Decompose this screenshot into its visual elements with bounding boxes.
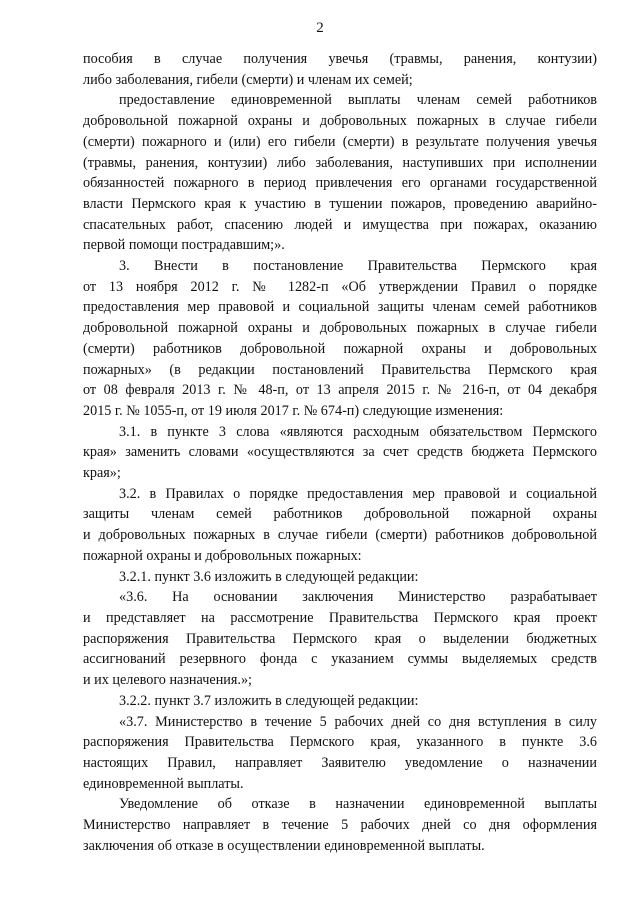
text-line: ассигнований резервного фонда с указанием суммы выделяемых средств <box>83 651 597 668</box>
paragraph-p2 <box>83 90 597 256</box>
text-line: (смерти) пожарного и (или) его гибели (смерти) в результате получения увечья <box>83 133 597 150</box>
text-line: распоряжения Правительства Пермского края о выделении бюджетных <box>83 630 597 647</box>
text-line: власти Пермского края к участию в тушении пожаров, проведению аварийно- <box>83 195 597 212</box>
text-line: (смерти) работников добровольной пожарной охраны и добровольных <box>83 340 597 357</box>
text-line: обязанностей пожарного в период привлечения его органами государственной <box>83 175 597 192</box>
text-line: настоящих Правил, направляет Заявителю уведомление о назначении <box>83 754 597 771</box>
text-line: Министерство направляет в течение 5 рабочих дней со дня оформления <box>83 817 597 834</box>
text-line: 3.2.1. пункт 3.6 изложить в следующей редакции: <box>119 568 419 585</box>
text-line: первой помощи пострадавшим;». <box>83 237 285 254</box>
text-line: от 08 февраля 2013 г. № 48-п, от 13 апреля 2015 г. № 216-п, от 04 декабря <box>83 382 597 399</box>
paragraph-p9 <box>83 712 597 795</box>
paragraph-p4 <box>83 422 597 484</box>
text-line: предоставления мер правовой и социальной защиты членам семей работников <box>83 299 597 316</box>
text-line: 2015 г. № 1055-п, от 19 июля 2017 г. № 674-п) следующие изменения: <box>83 402 504 419</box>
text-line: предоставление единовременной выплаты членам семей работников <box>119 92 597 109</box>
text-line: «3.6. На основании заключения Министерство разрабатывает <box>119 589 597 606</box>
text-line: добровольной пожарной охраны и добровольных пожарных в случае гибели <box>83 320 597 337</box>
text-line: и добровольных пожарных в случае гибели (смерти) работников добровольной <box>83 527 597 544</box>
text-line: «3.7. Министерство в течение 5 рабочих дней со дня вступления в силу <box>119 713 597 730</box>
text-line: спасательных работ, спасению людей и имущества при пожарах, оказанию <box>83 216 597 233</box>
text-line: Уведомление об отказе в назначении единовременной выплаты <box>119 796 597 813</box>
document-body <box>83 49 597 856</box>
text-line: 3. Внести в постановление Правительства Пермского края <box>119 258 597 275</box>
paragraph-p5 <box>83 484 597 567</box>
paragraph-p1 <box>83 49 597 90</box>
text-line: края»; <box>83 465 121 482</box>
text-line: пожарной охраны и добровольных пожарных: <box>83 547 362 564</box>
page-number: 2 <box>316 20 324 36</box>
text-line: края» заменить словами «осуществляются за счет средств бюджета Пермского <box>83 444 597 461</box>
text-line: защиты членам семей работников добровольной пожарной охраны <box>83 506 597 523</box>
text-line: распоряжения Правительства Пермского края, указанного в пункте 3.6 <box>83 734 597 751</box>
text-line: от 13 ноября 2012 г. № 1282-п «Об утверждении Правил о порядке <box>83 278 597 295</box>
text-line: 3.1. в пункте 3 слова «являются расходным обязательством Пермского <box>119 423 597 440</box>
text-line: заключения об отказе в осуществлении единовременной выплаты. <box>83 837 485 854</box>
text-line: либо заболевания, гибели (смерти) и членам их семей; <box>83 71 413 88</box>
text-line: и их целевого назначения.»; <box>83 672 252 689</box>
text-line: 3.2. в Правилах о порядке предоставления мер правовой и социальной <box>119 485 597 502</box>
text-line: и представляет на рассмотрение Правительства Пермского края проект <box>83 609 597 626</box>
paragraph-p7 <box>83 587 597 691</box>
paragraph-p3 <box>83 256 597 422</box>
paragraph-p6 <box>83 567 597 588</box>
paragraph-p10 <box>83 794 597 856</box>
text-line: 3.2.2. пункт 3.7 изложить в следующей редакции: <box>119 692 419 709</box>
text-line: пособия в случае получения увечья (травмы, ранения, контузии) <box>83 51 597 67</box>
paragraph-p8 <box>83 691 597 712</box>
text-line: (травмы, ранения, контузии) либо заболевания, наступивших при исполнении <box>83 154 597 171</box>
text-line: добровольной пожарной охраны и добровольных пожарных в случае гибели <box>83 113 597 130</box>
text-line: пожарных» (в редакции постановлений Правительства Пермского края <box>83 361 597 378</box>
text-line: единовременной выплаты. <box>83 775 244 792</box>
